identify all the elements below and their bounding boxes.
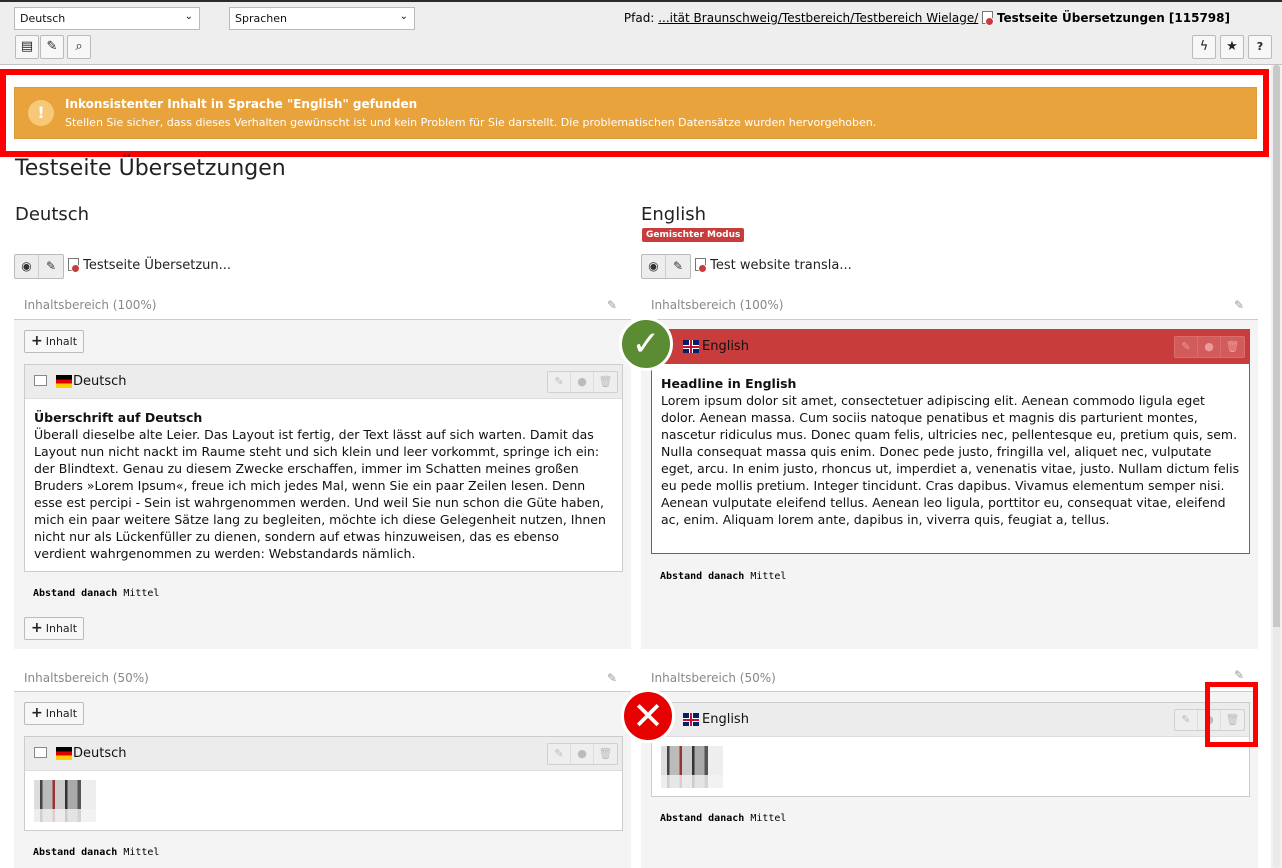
scrollbar[interactable] xyxy=(1271,65,1282,868)
toggle-icon[interactable]: ● xyxy=(571,744,594,764)
divider xyxy=(641,691,1258,692)
mixed-mode-badge: Gemischter Modus xyxy=(642,228,744,242)
checkmark-icon: ✓ xyxy=(619,317,673,371)
area-label-en-100: Inhaltsbereich (100%) xyxy=(651,298,784,312)
divider xyxy=(641,319,1258,320)
image-type-icon xyxy=(34,747,47,758)
language-heading-de: Deutsch xyxy=(15,204,90,225)
edit-page-icon[interactable]: ✎ xyxy=(40,35,64,59)
area-label-de-50: Inhaltsbereich (50%) xyxy=(24,671,149,685)
page-heading: Testseite Übersetzungen xyxy=(15,156,286,181)
pencil-icon[interactable]: ✎ xyxy=(548,372,571,392)
chevron-down-icon: ⌄ xyxy=(399,11,408,22)
element-headline: Headline in English xyxy=(661,376,797,391)
warning-icon: ! xyxy=(28,100,54,126)
page-actions-en xyxy=(641,254,691,279)
add-content-button[interactable]: + Inhalt xyxy=(24,617,84,640)
flag-gb-icon xyxy=(683,340,699,353)
element-header xyxy=(25,365,622,399)
element-header xyxy=(25,737,622,771)
add-content-button[interactable]: + Inhalt xyxy=(24,330,84,353)
search-icon[interactable]: ⌕ xyxy=(67,35,91,59)
edit-area-icon[interactable]: ✎ xyxy=(1234,298,1245,312)
spacing-meta: Abstand danach Mittel xyxy=(33,847,160,858)
edit-area-icon[interactable]: ✎ xyxy=(1234,668,1245,682)
image-thumbnail[interactable] xyxy=(34,780,96,822)
page-actions-de xyxy=(14,254,64,279)
pencil-icon[interactable]: ✎ xyxy=(1175,337,1198,357)
flag-de-icon xyxy=(56,747,72,760)
trash-icon[interactable]: 🗑 xyxy=(598,375,613,388)
edit-area-icon[interactable]: ✎ xyxy=(607,671,618,685)
page-link-en[interactable] xyxy=(695,258,852,273)
alert-title: Inkonsistenter Inhalt in Sprache "English" gefunden xyxy=(65,97,418,111)
languages-select-value: Sprachen xyxy=(235,12,287,25)
element-header xyxy=(652,703,1249,737)
eye-icon[interactable]: ◉ xyxy=(15,255,39,278)
star-icon[interactable]: ★ xyxy=(1220,35,1244,59)
trash-icon[interactable]: 🗑 xyxy=(1225,340,1240,353)
divider xyxy=(14,691,631,692)
add-content-button[interactable]: + Inhalt xyxy=(24,702,84,725)
eye-icon[interactable]: ◉ xyxy=(642,255,666,278)
toggle-icon[interactable]: ● xyxy=(1198,710,1221,730)
spacing-meta: Abstand danach Mittel xyxy=(660,813,787,824)
element-language-label: English xyxy=(702,712,749,727)
spacing-meta: Abstand danach Mittel xyxy=(660,571,787,582)
element-language-label: Deutsch xyxy=(73,746,127,761)
flash-icon[interactable]: ϟ xyxy=(1192,35,1216,59)
alert-message: Stellen Sie sicher, dass dieses Verhalten gewünscht ist und kein Problem für Sie darstellt. Die problematischen Datensätze wurden hervorgehoben. xyxy=(65,116,877,129)
element-header xyxy=(652,330,1249,364)
element-text: Überall dieselbe alte Leier. Das Layout ist fertig, der Text lässt auf sich warten. Damit das Layout nun nicht nackt im Raume steht und sich klein und leer vorkommt, springe ich ein: der Blindtext. Genau zu diesem Zwecke erschaffen, immer im Schatten meines großen Bruders »Lorem Ipsum«, freue ich mich jedes Mal, wenn Sie ein paar Zeilen lesen. Denn esse est percipi - Sein ist wahrgenommen werden. Und weil Sie nun schon die Güte haben, mich ein paar weitere Sätze lang zu begleiten, möchte ich diese Gelegenheit nutzen, Ihnen nicht nur als Lückenfüller zu dienen, sondern auf etwas hinzuweisen, das es ebenso verdient wahrgenommen zu werden: Webstandards nämlich. xyxy=(34,427,606,561)
content-element-de xyxy=(24,364,623,572)
page-link-de-label: Testseite Übersetzun... xyxy=(83,258,232,273)
divider xyxy=(14,319,631,320)
element-language-label: Deutsch xyxy=(73,374,127,389)
module-docheader xyxy=(0,0,1282,65)
image-element-de xyxy=(24,736,623,831)
flag-de-icon xyxy=(56,375,72,388)
toggle-icon[interactable]: ● xyxy=(1198,337,1221,357)
element-language-label: English xyxy=(702,339,749,354)
element-actions xyxy=(547,743,618,765)
scrollbar-thumb[interactable] xyxy=(1273,65,1280,868)
element-body xyxy=(34,409,614,562)
element-actions xyxy=(547,371,618,393)
highlight-frame xyxy=(1205,682,1258,747)
element-text: Lorem ipsum dolor sit amet, consectetuer adipiscing elit. Aenean commodo ligula eget dolor. Aenean massa. Cum sociis natoque penatibus et magnis dis parturient montes, nascetur ridiculus mus. Donec quam felis, ultricies nec, pellentesque eu, pretium quis, sem. Nulla consequat massa quis enim. Donec pede justo, fringilla vel, aliquet nec, vulputate eget, arcu. In enim justo, rhoncus ut, imperdiet a, venenatis vitae, justo. Nullam dictum felis eu pede mollis pretium. Integer tincidunt. Cras dapibus. Vivamus elementum semper nisi. Aenean vulputate eleifend tellus. Aenean leo ligula, porttitor eu, consequat vitae, eleifend ac, enim. Aliquam lorem ante, dapibus in, viverra quis, feugiat a, tellus. xyxy=(661,393,1240,527)
flag-gb-icon xyxy=(683,713,699,726)
highlight-frame xyxy=(0,69,1269,157)
chevron-down-icon: ⌄ xyxy=(184,11,193,22)
trash-icon[interactable]: 🗑 xyxy=(1225,713,1240,726)
path-label: Pfad: xyxy=(623,11,655,25)
element-headline: Überschrift auf Deutsch xyxy=(34,410,203,425)
toggle-icon[interactable]: ● xyxy=(571,372,594,392)
page-title: Testseite Übersetzungen [115798] xyxy=(996,11,1230,25)
path-link[interactable]: ...ität Braunschweig/Testbereich/Testbereich Wielage/ xyxy=(658,11,979,25)
page-icon xyxy=(68,258,79,271)
view-page-icon[interactable]: ▤ xyxy=(15,35,39,59)
top-edge xyxy=(0,0,1282,2)
language-select-value: Deutsch xyxy=(20,12,66,25)
page-link-de[interactable] xyxy=(68,258,231,273)
page-icon xyxy=(982,11,993,24)
text-type-icon xyxy=(34,375,47,386)
element-body xyxy=(661,375,1241,528)
pencil-icon[interactable]: ✎ xyxy=(1175,710,1198,730)
help-button[interactable]: ? xyxy=(1248,35,1272,59)
cross-icon: ✕ xyxy=(621,689,675,743)
language-select[interactable] xyxy=(14,7,200,30)
image-thumbnail[interactable] xyxy=(661,746,723,788)
content-element-en xyxy=(651,329,1250,554)
image-element-en xyxy=(651,702,1250,797)
pencil-icon[interactable]: ✎ xyxy=(548,744,571,764)
area-label-en-50: Inhaltsbereich (50%) xyxy=(651,671,776,685)
area-label-de-100: Inhaltsbereich (100%) xyxy=(24,298,157,312)
language-heading-en: English xyxy=(641,204,706,225)
breadcrumb xyxy=(624,11,1230,25)
pencil-icon[interactable]: ✎ xyxy=(45,259,57,273)
spacing-meta: Abstand danach Mittel xyxy=(33,588,160,599)
pencil-icon[interactable]: ✎ xyxy=(672,259,684,273)
element-actions xyxy=(1174,336,1245,358)
languages-select[interactable] xyxy=(229,7,415,30)
edit-area-icon[interactable]: ✎ xyxy=(607,298,618,312)
trash-icon[interactable]: 🗑 xyxy=(598,747,613,760)
page-link-en-label: Test website transla... xyxy=(710,258,852,273)
page-icon xyxy=(695,258,706,271)
